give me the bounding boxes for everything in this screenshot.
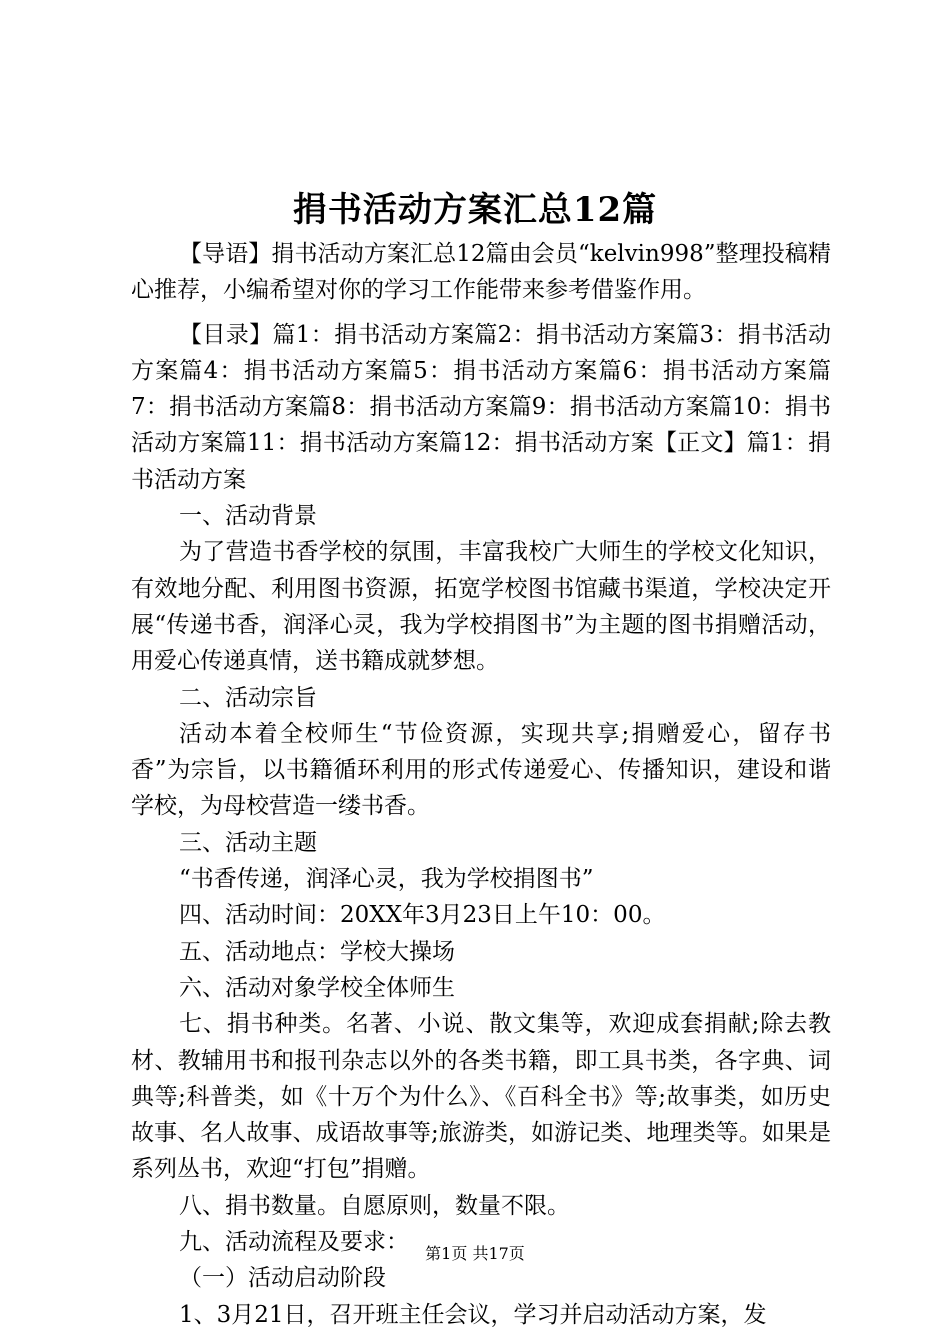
body-paragraph: 四、活动时间：20XX年3月23日上午10：00。: [179, 902, 666, 929]
section-heading: 一、活动背景: [179, 503, 317, 530]
body-paragraph: 八、捐书数量。自愿原则，数量不限。: [179, 1192, 570, 1219]
document-body: [131, 236, 831, 1333]
body-paragraph: 五、活动地点：学校大操场: [179, 938, 455, 965]
intro-paragraph: 【导语】捐书活动方案汇总12篇由会员“kelvin998”整理投稿精心推荐，小编希望对你的学习工作能带来参考借鉴作用。: [131, 241, 831, 304]
document-title: 捐书活动方案汇总12篇: [292, 190, 658, 230]
section-heading: 三、活动主题: [179, 829, 317, 856]
body-paragraph: 七、捐书种类。名著、小说、散文集等，欢迎成套捐献;除去教材、教辅用书和报刊杂志以外的各类书籍，即工具书类，各字典、词典等;科普类，如《十万个为什么》、《百科全书》等;故事类，如历史故事、名人故事、成语故事等;旅游类，如游记类、地理类等。如果是系列丛书，欢迎“打包”捐赠。: [131, 1011, 831, 1183]
subsection-heading: （一）活动启动阶段: [179, 1265, 386, 1292]
table-of-contents-paragraph: 【目录】篇1：捐书活动方案篇2：捐书活动方案篇3：捐书活动方案篇4：捐书活动方案篇5：捐书活动方案篇6：捐书活动方案篇7：捐书活动方案篇8：捐书活动方案篇9：捐书活动方案篇10：捐书活动方案篇11：捐书活动方案篇12：捐书活动方案【正文】篇1：捐书活动方案: [131, 321, 831, 493]
page-number-footer: 第1页 共17页: [425, 1244, 525, 1263]
body-paragraph: 六、活动对象学校全体师生: [179, 974, 455, 1001]
section-heading: 二、活动宗旨: [179, 684, 317, 711]
body-paragraph: “书香传递，润泽心灵，我为学校捐图书”: [179, 866, 594, 893]
body-paragraph: 活动本着全校师生“节俭资源，实现共享;捐赠爱心，留存书香”为宗旨，以书籍循环利用的形式传递爱心、传播知识，建设和谐学校，为母校营造一缕书香。: [131, 720, 831, 820]
section-heading: 九、活动流程及要求：: [179, 1229, 409, 1256]
body-paragraph: 1、3月21日，召开班主任会议，学习并启动活动方案，发: [179, 1301, 767, 1328]
body-paragraph: 为了营造书香学校的氛围，丰富我校广大师生的学校文化知识，有效地分配、利用图书资源，拓宽学校图书馆藏书渠道，学校决定开展“传递书香，润泽心灵，我为学校捐图书”为主题的图书捐赠活动，用爱心传递真情，送书籍成就梦想。: [131, 539, 831, 675]
